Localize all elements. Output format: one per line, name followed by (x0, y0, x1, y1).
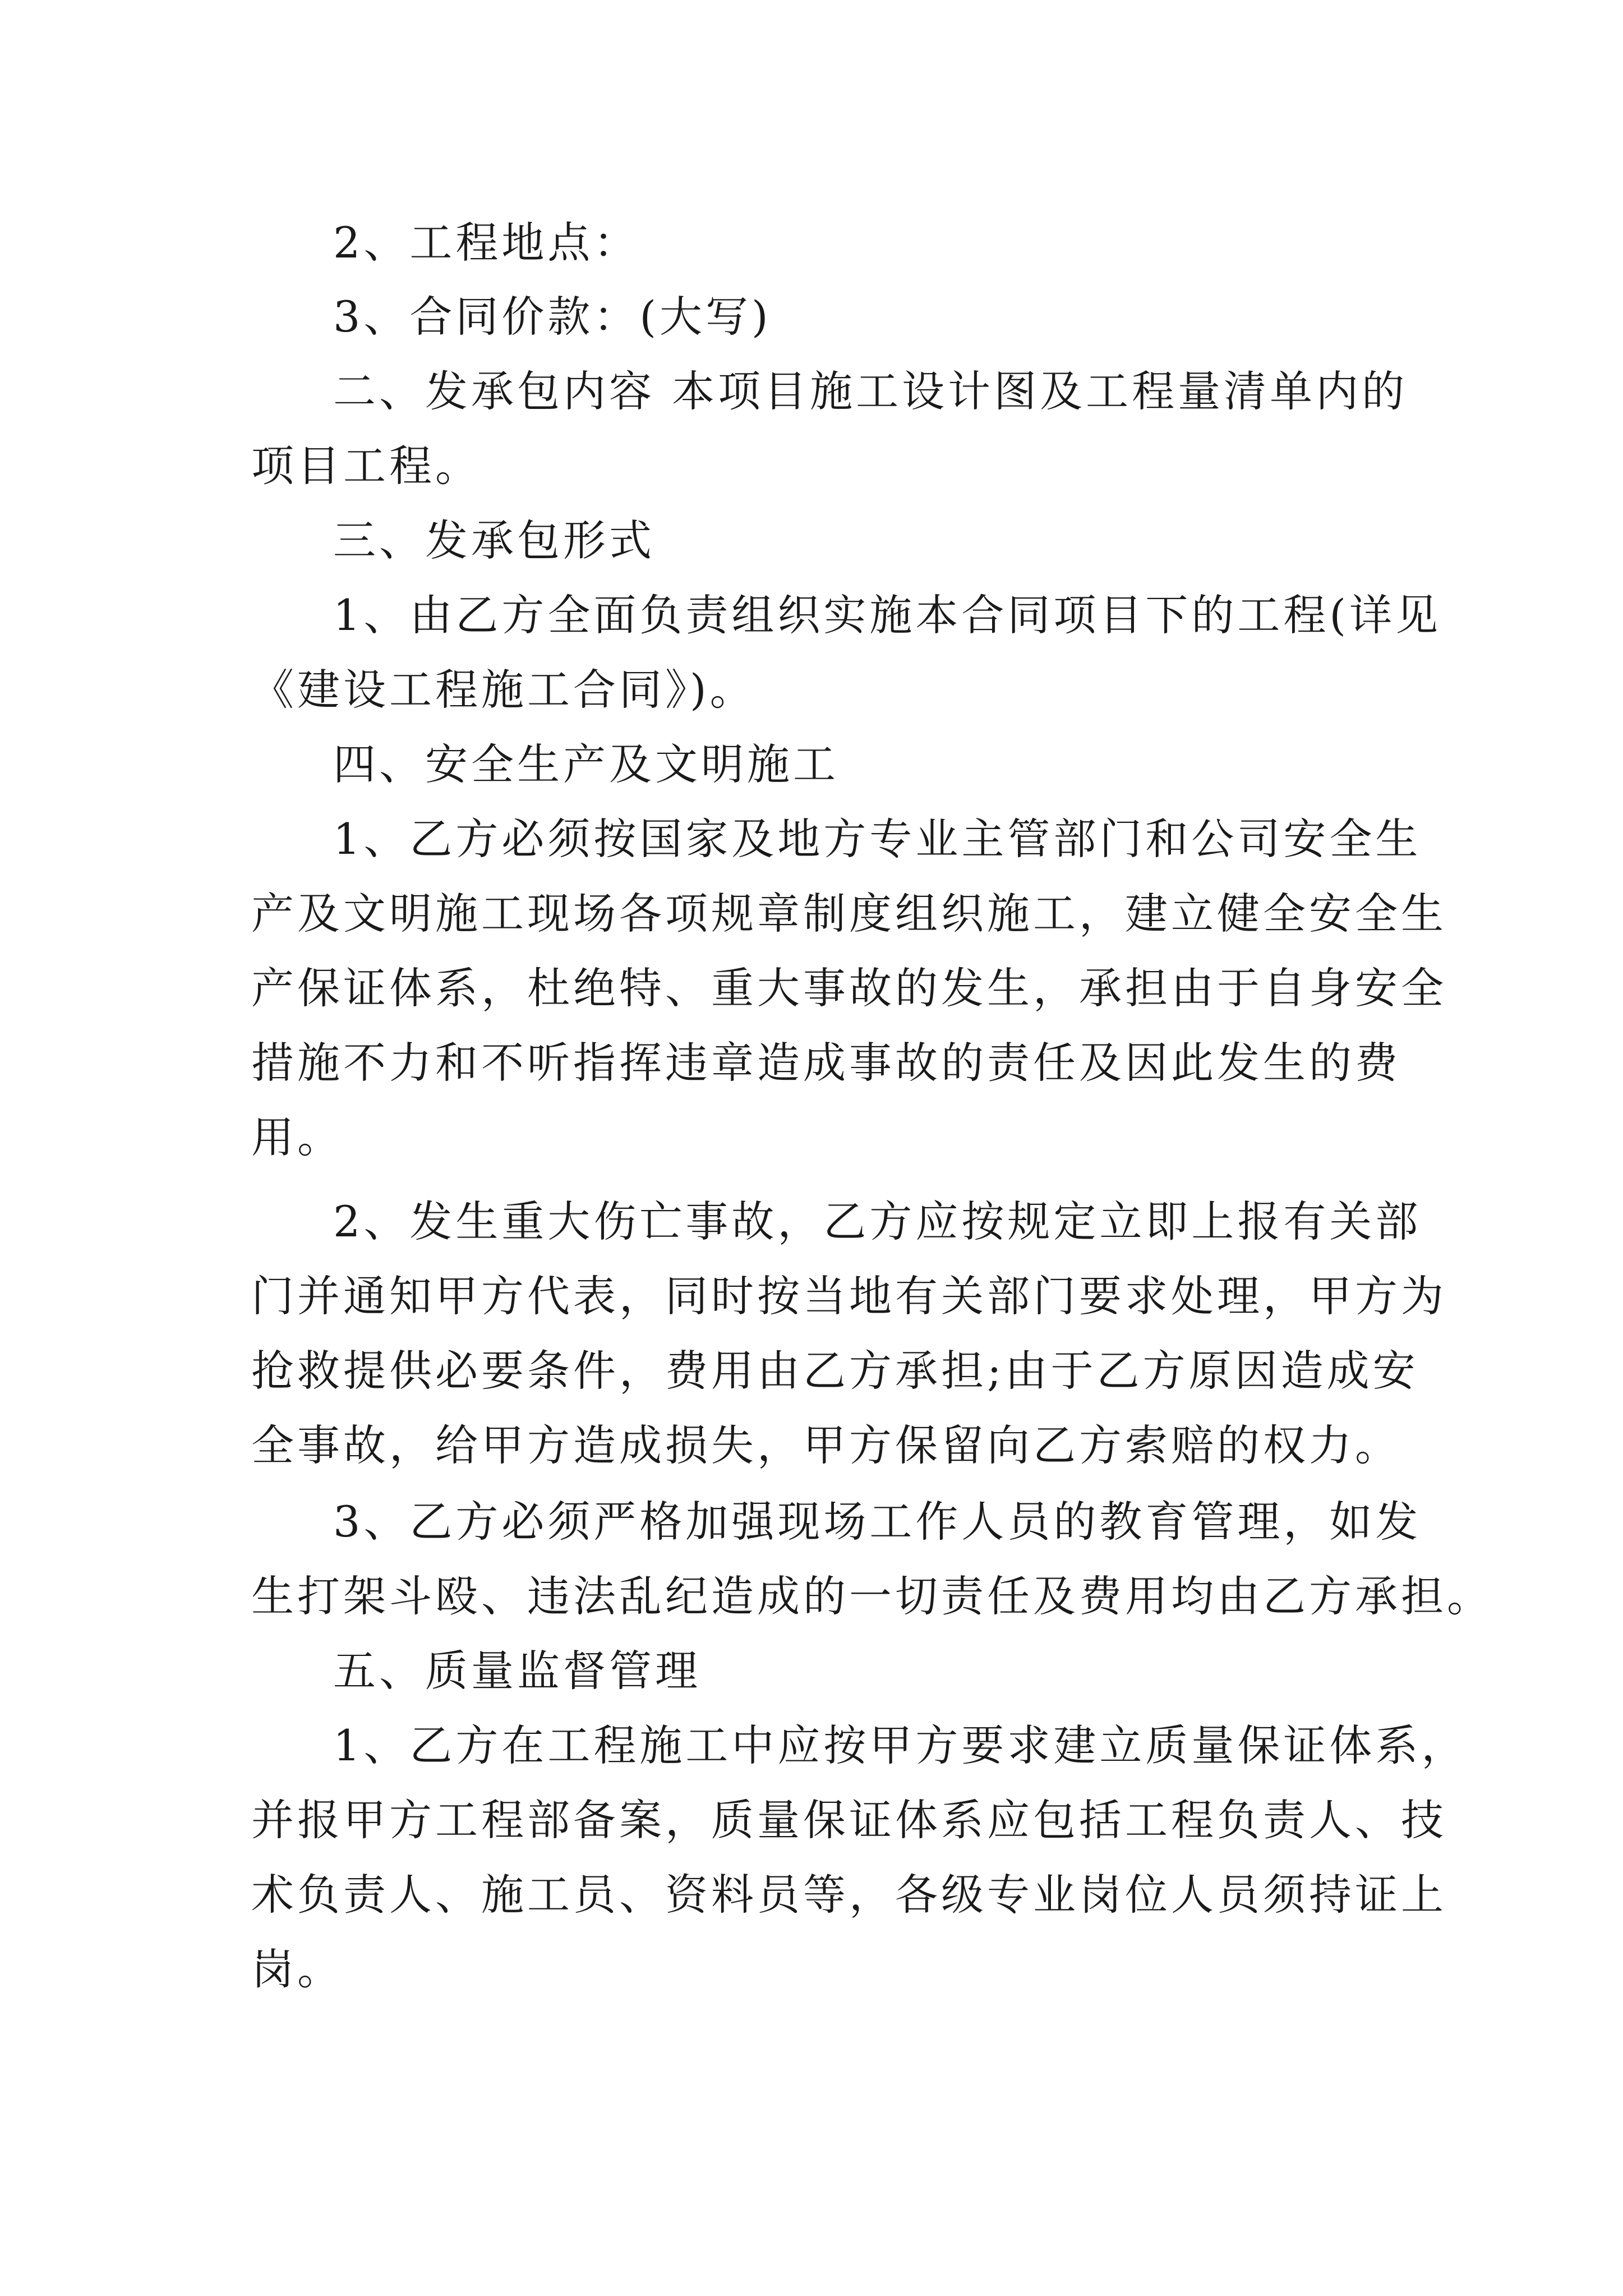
paragraph-line: 生打架斗殴、违法乱纪造成的一切责任及费用均由乙方承担。 (251, 1571, 1493, 1621)
section-heading: 五、质量监督管理 (333, 1646, 701, 1696)
paragraph-line: 2、发生重大伤亡事故，乙方应按规定立即上报有关部 (333, 1197, 1422, 1246)
paragraph-line: 《建设工程施工合同》)。 (251, 665, 756, 715)
paragraph-line: 用。 (251, 1112, 343, 1162)
section-heading-line: 二、发承包内容 本项目施工设计图及工程量清单内的 (333, 366, 1408, 416)
paragraph-line: 2、工程地点： (333, 218, 640, 268)
paragraph-line: 1、乙方在工程施工中应按甲方要求建立质量保证体系， (333, 1720, 1468, 1770)
paragraph-line: 岗。 (251, 1944, 343, 1994)
paragraph-line: 全事故，给甲方造成损失，甲方保留向乙方索赔的权力。 (251, 1420, 1401, 1470)
paragraph-line: 3、合同价款：(大写) (333, 292, 772, 342)
paragraph-line: 产保证体系，杜绝特、重大事故的发生，承担由于自身安全 (251, 963, 1447, 1013)
paragraph-line: 1、乙方必须按国家及地方专业主管部门和公司安全生 (333, 814, 1422, 864)
section-heading: 三、发承包形式 (333, 516, 655, 565)
section-heading: 四、安全生产及文明施工 (333, 739, 839, 789)
paragraph-line: 术负责人、施工员、资料员等，各级专业岗位人员须持证上 (251, 1870, 1447, 1920)
paragraph-line: 产及文明施工现场各项规章制度组织施工，建立健全安全生 (251, 889, 1447, 938)
paragraph-line: 3、乙方必须严格加强现场工作人员的教育管理，如发 (333, 1497, 1422, 1547)
paragraph-line: 抢救提供必要条件，费用由乙方承担;由于乙方原因造成安 (251, 1346, 1419, 1396)
paragraph-line: 项目工程。 (251, 441, 481, 491)
paragraph-line: 门并通知甲方代表，同时按当地有关部门要求处理，甲方为 (251, 1271, 1447, 1321)
paragraph-line: 并报甲方工程部备案，质量保证体系应包括工程负责人、技 (251, 1795, 1447, 1845)
paragraph-line: 1、由乙方全面负责组织实施本合同项目下的工程(详见 (333, 590, 1442, 640)
paragraph-line: 措施不力和不听指挥违章造成事故的责任及因此发生的费 (251, 1038, 1401, 1088)
